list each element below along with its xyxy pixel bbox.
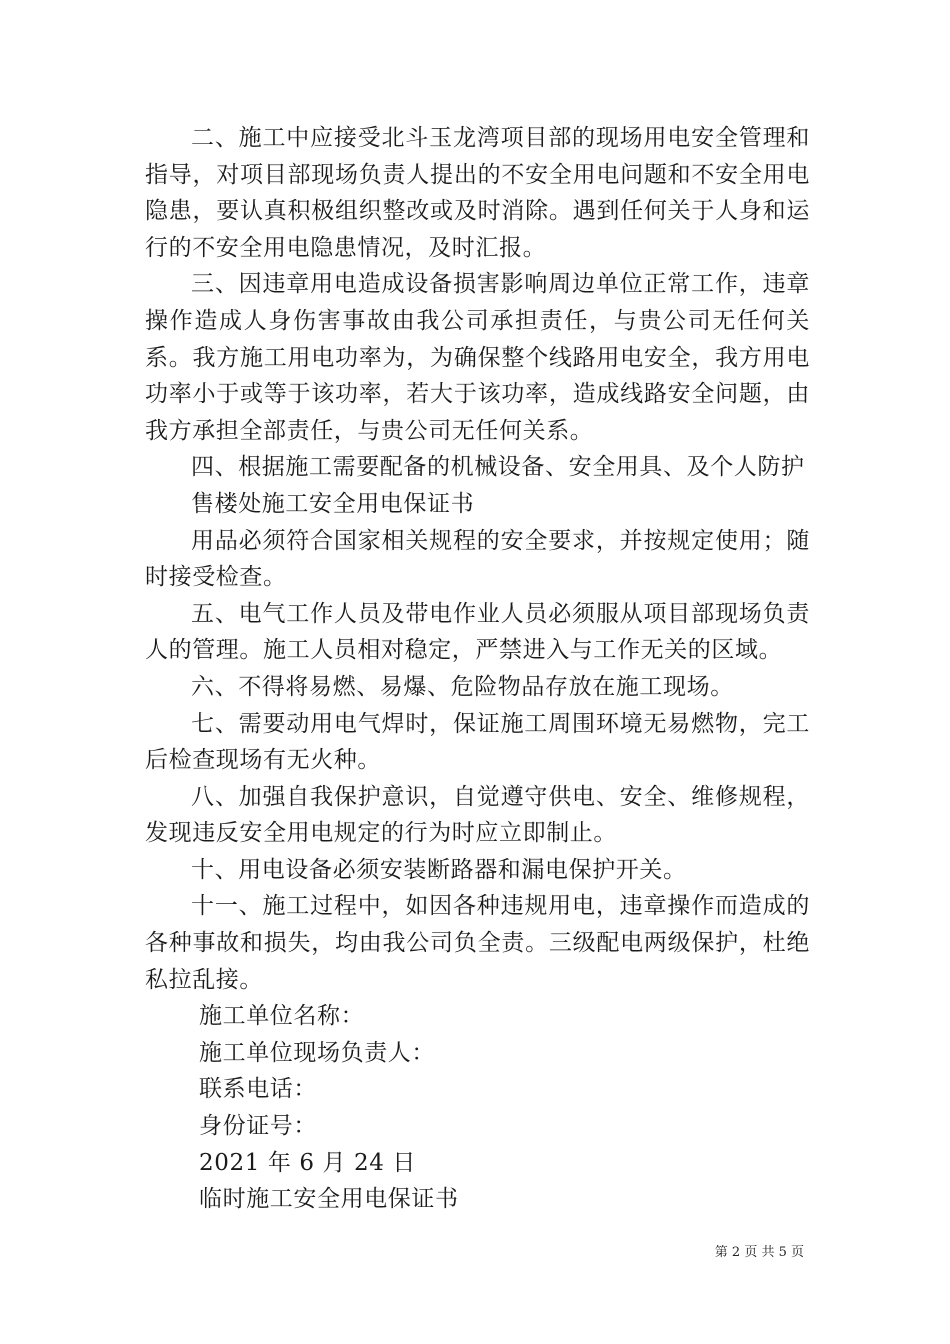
- paragraph-clause-6: 六、不得将易燃、易爆、危险物品存放在施工现场。: [191, 673, 734, 700]
- unit-name-label: 施工单位名称：: [199, 1003, 365, 1030]
- signature-block: [145, 998, 810, 1218]
- phone-label: 联系电话：: [199, 1076, 317, 1103]
- page-number-footer: 第 2 页 共 5 页: [714, 1245, 804, 1260]
- paragraph-clause-3: 三、因违章用电造成设备损害影响周边单位正常工作，违章操作造成人身伤害事故由我公司承担责任，与贵公司无任何关系。我方施工用电功率为，为确保整个线路用电安全，我方用电功率小于或等于该功率，若大于该功率，造成线路安全问题，由我方承担全部责任，与贵公司无任何关系。: [145, 271, 810, 444]
- paragraph-clause-4-continued: 用品必须符合国家相关规程的安全要求，并按规定使用；随时接受检查。: [145, 527, 810, 591]
- paragraph-clause-2: 二、施工中应接受北斗玉龙湾项目部的现场用电安全管理和指导，对项目部现场负责人提出的不安全用电问题和不安全用电隐患，要认真积极组织整改或及时消除。遇到任何关于人身和运行的不安全用电隐患情况，及时汇报。: [145, 125, 810, 261]
- document-body: [145, 120, 810, 1218]
- next-document-title: 临时施工安全用电保证书: [199, 1186, 459, 1213]
- paragraph-inserted-title: 售楼处施工安全用电保证书: [191, 490, 475, 517]
- site-manager-label: 施工单位现场负责人：: [199, 1039, 435, 1066]
- paragraph-clause-5: 五、电气工作人员及带电作业人员必须服从项目部现场负责人的管理。施工人员相对稳定，严禁进入与工作无关的区域。: [145, 600, 810, 664]
- paragraph-clause-7: 七、需要动用电气焊时，保证施工周围环境无易燃物，完工后检查现场有无火种。: [145, 710, 810, 774]
- paragraph-clause-10: 十、用电设备必须安装断路器和漏电保护开关。: [191, 856, 687, 883]
- id-number-label: 身份证号：: [199, 1113, 317, 1140]
- paragraph-clause-4: 四、根据施工需要配备的机械设备、安全用具、及个人防护: [191, 454, 805, 481]
- paragraph-clause-11: 十一、施工过程中，如因各种违规用电，违章操作而造成的各种事故和损失，均由我公司负全责。三级配电两级保护，杜绝私拉乱接。: [145, 893, 810, 993]
- paragraph-clause-8: 八、加强自我保护意识，自觉遵守供电、安全、维修规程，发现违反安全用电规定的行为时应立即制止。: [145, 783, 810, 847]
- signing-date: 2021 年 6 月 24 日: [199, 1149, 416, 1176]
